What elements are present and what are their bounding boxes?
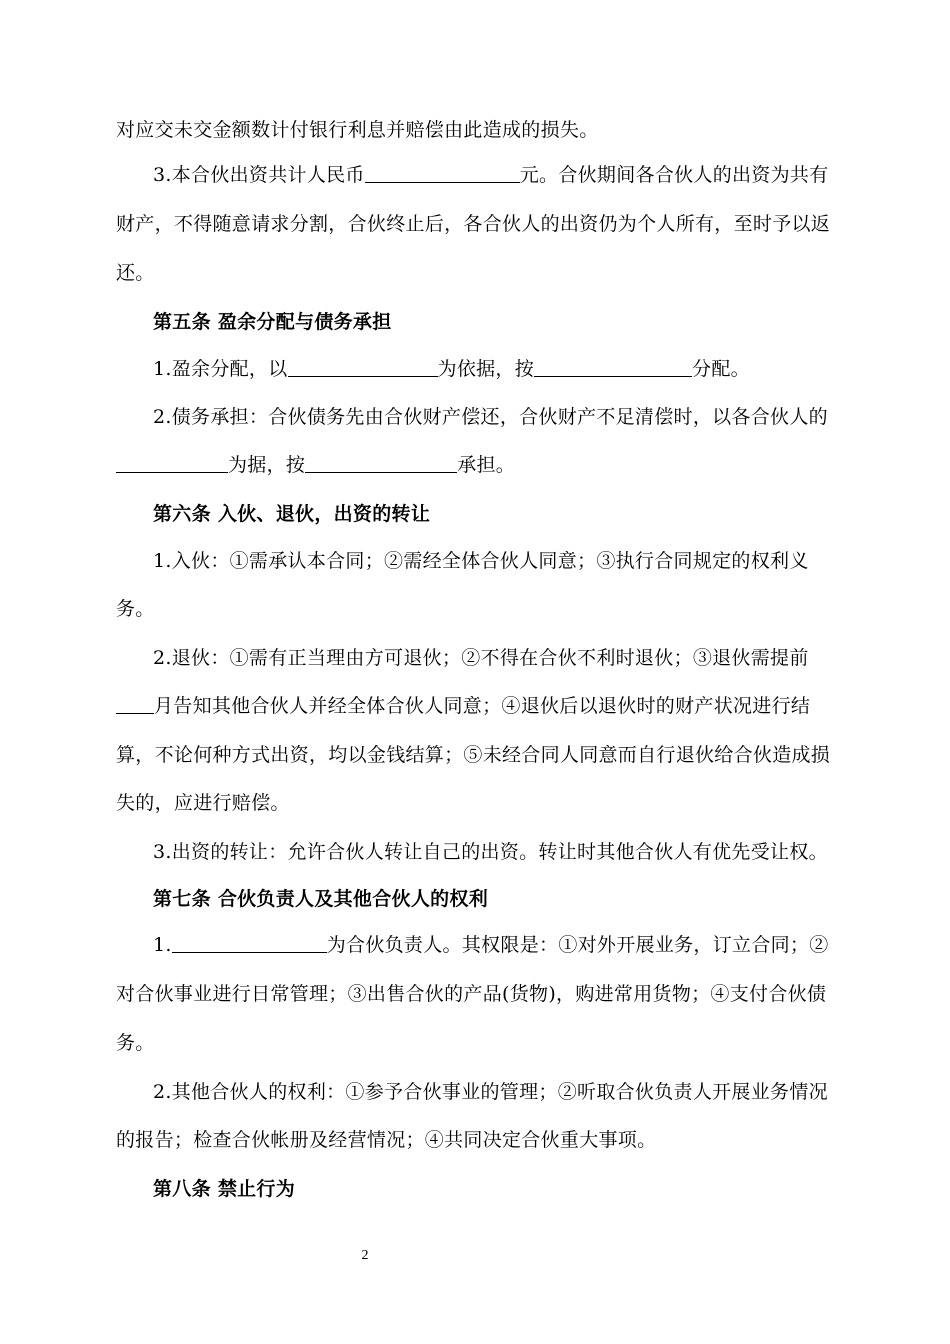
text-line: 2.其他合伙人的权利：①参予合伙事业的管理；②听取合伙负责人开展业务情况 — [153, 1081, 828, 1103]
fill-blank — [288, 358, 438, 377]
text-span: 元。合伙期间各合伙人的出资为共有 — [519, 164, 829, 186]
text-span: 1. — [153, 934, 172, 956]
fill-blank — [534, 358, 692, 377]
text-span: 分配。 — [692, 358, 750, 380]
fill-blank — [172, 934, 327, 953]
text-line: 对合伙事业进行日常管理；③出售合伙的产品(货物)，购进常用货物；④支付合伙债 — [116, 983, 827, 1005]
text-line: 还。 — [116, 262, 155, 284]
text-line — [153, 163, 829, 187]
text-line: 务。 — [116, 1032, 155, 1054]
text-line: 算，不论何种方式出资，均以金钱结算；⑤未经合同人同意而自行退伙给合伙造成损 — [116, 744, 831, 766]
text-line — [116, 453, 515, 477]
article-heading: 第六条 入伙、退伙，出资的转让 — [153, 503, 431, 525]
fill-blank — [116, 454, 228, 473]
text-line — [153, 357, 750, 381]
text-line: 2.退伙：①需有正当理由方可退伙；②不得在合伙不利时退伙；③退伙需提前 — [153, 647, 809, 669]
text-span: 为合伙负责人。其权限是：①对外开展业务，订立合同；② — [326, 934, 829, 956]
text-line: 的报告；检查合伙帐册及经营情况；④共同决定合伙重大事项。 — [116, 1129, 657, 1151]
page-number: 2 — [361, 1248, 369, 1263]
text-span: 承担。 — [457, 454, 516, 476]
text-line: 对应交未交金额数计付银行利息并赔偿由此造成的损失。 — [116, 119, 599, 141]
text-line — [153, 933, 829, 957]
fill-blank — [116, 695, 154, 714]
fill-blank — [305, 454, 457, 473]
fill-blank — [365, 164, 520, 183]
article-heading: 第七条 合伙负责人及其他合伙人的权利 — [153, 888, 489, 910]
article-heading: 第五条 盈余分配与债务承担 — [153, 311, 392, 333]
text-line: 1.入伙：①需承认本合同；②需经全体合伙人同意；③执行合同规定的权利义 — [153, 550, 809, 572]
text-span: 为依据，按 — [437, 358, 535, 380]
text-span: 3.本合伙出资共计人民币 — [153, 164, 365, 186]
text-span: 1.盈余分配，以 — [153, 358, 288, 380]
article-heading: 第八条 禁止行为 — [153, 1178, 296, 1200]
text-span: 为据，按 — [228, 454, 306, 476]
text-line: 务。 — [116, 598, 155, 620]
text-span: 月告知其他合伙人并经全体合伙人同意；④退伙后以退伙时的财产状况进行结 — [154, 695, 811, 717]
text-line: 3.出资的转让：允许合伙人转让自己的出资。转让时其他合伙人有优先受让权。 — [153, 841, 828, 863]
text-line: 失的，应进行赔偿。 — [116, 792, 290, 814]
text-line: 财产，不得随意请求分割，合伙终止后，各合伙人的出资仍为个人所有，至时予以返 — [116, 213, 831, 235]
text-line: 2.债务承担：合伙债务先由合伙财产偿还，合伙财产不足清偿时，以各合伙人的 — [153, 406, 828, 428]
text-line — [116, 694, 810, 718]
